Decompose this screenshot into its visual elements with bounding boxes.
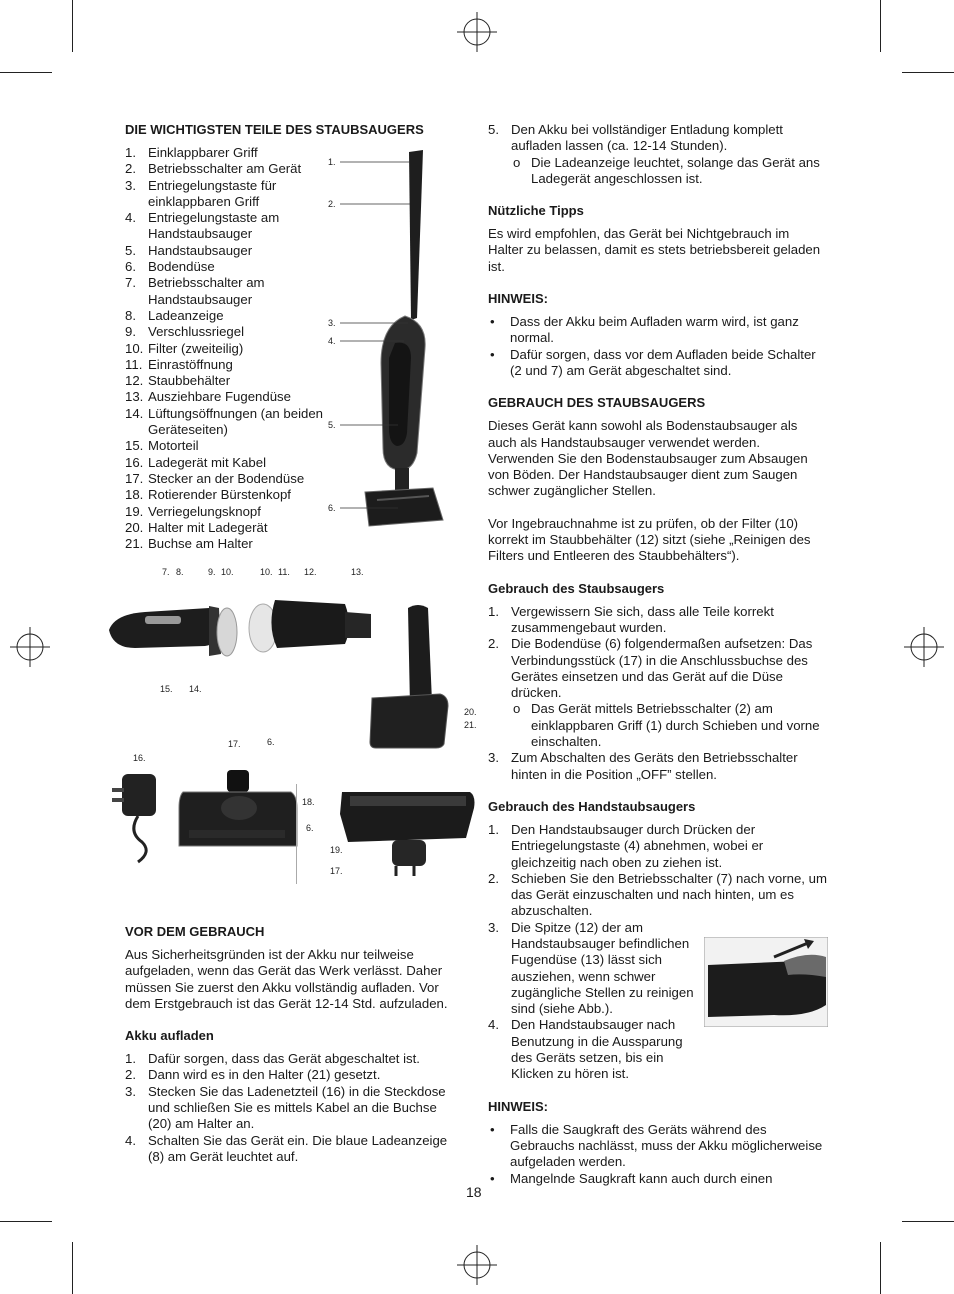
list-item: • Mangelnde Saugkraft kann auch durch einen <box>490 1170 773 1186</box>
parts-list-item: 20. Halter mit Ladegerät <box>125 519 268 535</box>
callout-label: 16. <box>133 753 146 763</box>
parts-list-item: 14. Lüftungsöffnungen (an beiden Geräteseiten) <box>125 405 324 438</box>
left-column-lower <box>125 924 465 1181</box>
crop-mark <box>72 1242 73 1294</box>
callout-label: 11. <box>278 567 290 577</box>
parts-list-item: 18. Rotierender Bürstenkopf <box>125 487 291 503</box>
registration-mark-icon <box>904 627 944 667</box>
callout-label: 15. <box>160 684 173 694</box>
registration-mark-icon <box>457 12 497 52</box>
parts-heading: DIE WICHTIGSTEN TEILE DES STAUBSAUGERS <box>125 122 424 137</box>
crop-mark <box>880 1242 881 1294</box>
list-item: 4. Den Handstaubsauger nach Benutzung in die Aussparung des Geräts setzen, bis ein Klicken zu hören ist. <box>488 1017 683 1082</box>
tips-text: Es wird empfohlen, das Gerät bei Nichtgebrauch im Halter zu belassen, damit es stets betriebsbereit geladen ist. <box>488 226 821 274</box>
callout-label: 10. <box>221 567 234 577</box>
callout-label: 6. <box>267 737 275 747</box>
registration-mark-icon <box>10 627 50 667</box>
before-use-heading: VOR DEM GEBRAUCH <box>125 924 265 939</box>
callout-label: 7. <box>162 567 170 577</box>
usage-floor-heading: Gebrauch des Staubsaugers <box>488 580 665 596</box>
list-item: 2. Die Bodendüse (6) folgendermaßen aufsetzen: Das Verbindungsstück (17) in die Anschlussbuchse des Gerätes einsetzen und das Gerät auf die Düse drücken. o Das Gerät mittels Betriebsschalter (2) am einklappbaren Griff (1) durch Schieben und vorne einschalten. <box>488 636 828 750</box>
crevice-tool-photo <box>704 937 828 1027</box>
floor-nozzle-figure <box>175 768 299 850</box>
parts-list-item: 21. Buchse am Halter <box>125 536 253 552</box>
callout-label: 19. <box>330 845 343 855</box>
list-item: 1. Dafür sorgen, dass das Gerät abgeschaltet ist. <box>125 1051 420 1067</box>
list-item: • Falls die Saugkraft des Geräts während des Gebrauchs nachlässt, muss der Akku möglicherweise aufgeladen werden. <box>490 1121 823 1170</box>
list-item: • Dass der Akku beim Aufladen warm wird, ist ganz normal. <box>490 314 799 346</box>
crop-mark <box>880 0 881 52</box>
usage-floor-list <box>488 604 828 783</box>
parts-list-item: 11. Einrastöffnung <box>125 356 233 372</box>
parts-list-item: 9. Verschlussriegel <box>125 324 245 340</box>
callout-label: 6. <box>328 503 336 513</box>
note-heading: HINWEIS: <box>488 1098 548 1114</box>
callout-label: 13. <box>351 567 364 577</box>
note-heading: HINWEIS: <box>488 291 548 307</box>
parts-list-item: 10. Filter (zweiteilig) <box>125 340 244 356</box>
list-item: 4. Schalten Sie das Gerät ein. Die blaue Ladeanzeige (8) am Gerät leuchtet auf. <box>125 1132 448 1164</box>
callout-label: 3. <box>328 318 336 328</box>
list-item: 3. Die Spitze (12) der am Handstaubsauger befindlichen Fugendüse (13) lässt sich ausziehen, wenn schwer zugängliche Stellen zu reinigen sind (siehe Abb.). <box>488 919 694 1017</box>
note-list <box>488 1122 828 1187</box>
crop-mark <box>902 72 954 73</box>
parts-list-item: 1. Einklappbarer Griff <box>125 145 258 160</box>
callout-label: 17. <box>228 739 241 749</box>
note-list <box>488 314 828 379</box>
before-use-text: Aus Sicherheitsgründen ist der Akku nur teilweise aufgeladen, wenn das Gerät das Werk verlässt. Daher müssen Sie zuerst den Akku vollständig aufladen. Vor dem Erstgebrauch ist das Gerät 12-14 Std. aufzuladen. <box>125 947 448 1011</box>
callout-label: 21. <box>464 720 477 730</box>
callout-label: 14. <box>189 684 202 694</box>
crop-mark <box>0 72 52 73</box>
callout-label: 5. <box>328 420 336 430</box>
crop-mark <box>902 1221 954 1222</box>
parts-list-item: 15. Motorteil <box>125 438 199 454</box>
parts-list-item: 4. Entriegelungstaste am Handstaubsauger <box>125 210 280 242</box>
charging-list <box>125 1051 455 1165</box>
list-item: 3. Zum Abschalten des Geräts den Betriebsschalter hinten in die Position „OFF” stellen. <box>488 750 798 782</box>
crop-mark <box>0 1221 52 1222</box>
list-item: 3. Stecken Sie das Ladenetzteil (16) in die Steckdose und schließen Sie es mittels Kabel an die Buchse (20) am Halter an. <box>125 1083 446 1132</box>
charging-heading: Akku aufladen <box>125 1028 214 1044</box>
parts-list-item: 3. Entriegelungstaste für einklappbaren Griff <box>125 177 277 209</box>
parts-list-item: 16. Ladegerät mit Kabel <box>125 454 267 470</box>
registration-mark-icon <box>457 1245 497 1285</box>
brush-head-figure <box>296 784 478 884</box>
sub-item: o Die Ladeanzeige leuchtet, solange das Gerät ans Ladegerät angeschlossen ist. <box>513 154 820 186</box>
callout-label: 20. <box>464 707 477 717</box>
page-number: 18 <box>466 1184 482 1200</box>
callout-label: 10. <box>260 567 273 577</box>
crop-mark <box>72 0 73 52</box>
list-item: 1. Den Handstaubsauger durch Drücken der Entriegelungstaste (4) abnehmen, wobei er gleichzeitig nach oben zu ziehen ist. <box>488 821 764 870</box>
parts-list-item: 17. Stecker an der Bodendüse <box>125 470 305 486</box>
handheld-exploded-figure <box>105 578 375 683</box>
callout-label: 2. <box>328 199 336 209</box>
parts-list-item: 2. Betriebsschalter am Gerät <box>125 161 302 177</box>
list-item: 5. Den Akku bei vollständiger Entladung komplett aufladen lassen (ca. 12-14 Stunden). o Die Ladeanzeige leuchtet, solange das Gerät ans Ladegerät angeschlossen ist. <box>488 122 828 187</box>
callout-label: 9. <box>208 567 216 577</box>
tips-heading: Nützliche Tipps <box>488 203 584 219</box>
parts-list-item: 12. Staubbehälter <box>125 373 231 389</box>
callout-label: 8. <box>176 567 184 577</box>
usage-hand-heading: Gebrauch des Handstaubsaugers <box>488 798 696 814</box>
callout-label: 12. <box>304 567 317 577</box>
usage-heading: GEBRAUCH DES STAUBSAUGERS <box>488 395 706 411</box>
list-item: 2. Dann wird es in den Halter (21) gesetzt. <box>125 1067 381 1083</box>
parts-list-item: 13. Ausziehbare Fugendüse <box>125 389 291 405</box>
parts-list-item: 8. Ladeanzeige <box>125 307 224 323</box>
charging-list-continued <box>488 122 828 187</box>
callout-label: 17. <box>330 866 343 876</box>
charging-holder-figure <box>366 602 464 750</box>
parts-list-item: 6. Bodendüse <box>125 259 215 275</box>
callout-label: 6. <box>306 823 314 833</box>
list-item: • Dafür sorgen, dass vor dem Aufladen beide Schalter (2 und 7) am Gerät abgeschaltet sind. <box>490 346 816 378</box>
sub-item: o Das Gerät mittels Betriebsschalter (2) am einklappbaren Griff (1) durch Schieben und vorne einschalten. <box>513 701 820 750</box>
parts-list-item: 7. Betriebsschalter am Handstaubsauger <box>125 275 265 307</box>
parts-list-item: 5. Handstaubsauger <box>125 242 253 258</box>
charger-figure <box>108 762 170 866</box>
list-item: 2. Schieben Sie den Betriebsschalter (7) nach vorne, um das Gerät einzuschalten und nach hinten, um es abzuschalten. <box>488 870 827 919</box>
parts-list-item: 19. Verriegelungsknopf <box>125 503 261 519</box>
usage-text: Dieses Gerät kann sowohl als Bodenstaubsauger als auch als Handstaubsauger verwendet werden. Verwenden Sie den Bodenstaubsauger zum Absaugen von Böden. Der Handstaubsauger dient zum Saugen schwer zugänglicher Stellen. <box>488 418 808 499</box>
callout-label: 1. <box>328 157 336 167</box>
usage-text: Vor Ingebrauchnahme ist zu prüfen, ob der Filter (10) korrekt im Staubbehälter (12) sitzt (siehe „Reinigen des Filters und Entleeren des Staubbehälters“). <box>488 515 811 564</box>
callout-lines <box>336 158 416 518</box>
right-column <box>488 122 828 1203</box>
callout-label: 4. <box>328 336 336 346</box>
list-item: 1. Vergewissern Sie sich, dass alle Teile korrekt zusammengebaut wurden. <box>488 603 774 635</box>
callout-label: 18. <box>302 797 315 807</box>
